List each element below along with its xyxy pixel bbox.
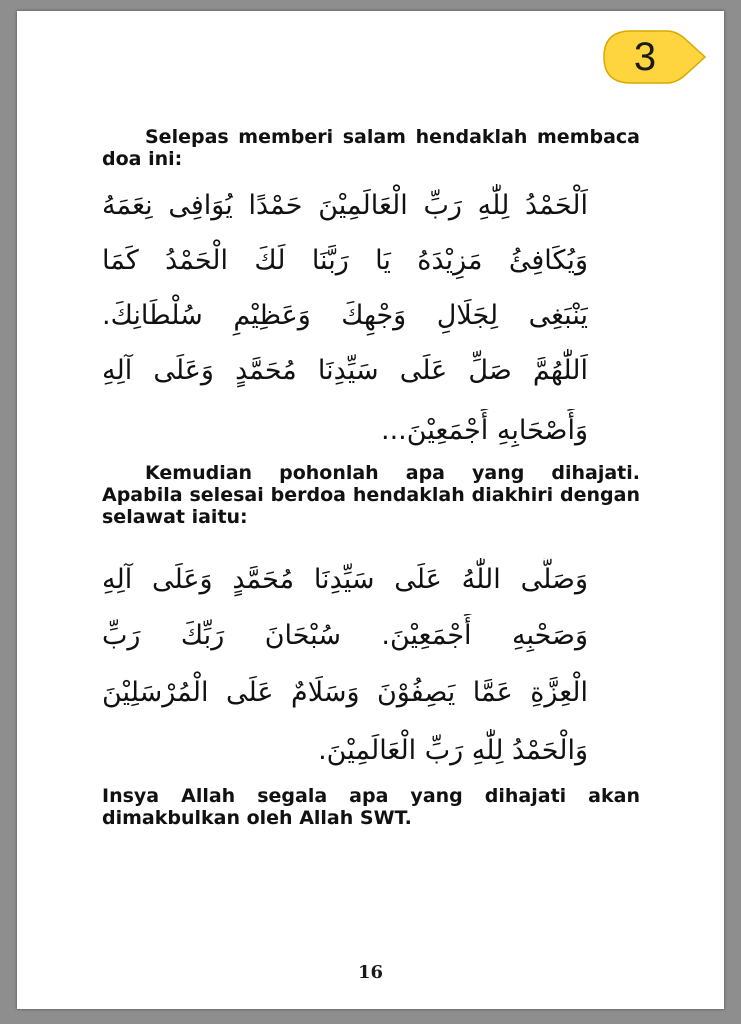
document-page — [17, 11, 724, 1009]
intro-paragraph: Selepas memberi salam hendaklah membaca doa ini: — [102, 126, 640, 170]
doa-line-4: اَللّٰهُمَّ صَلِّ عَلَى سَيِّدِنَا مُحَمَّدٍ وَعَلَى آلِهِ — [102, 355, 588, 386]
selawat-line-2: وَصَحْبِهِ أَجْمَعِيْنَ. سُبْحَانَ رَبِّكَ رَبِّ — [102, 620, 588, 651]
doa-line-2: وَيُكَافِئُ مَزِيْدَهُ يَا رَبَّنَا لَكَ الْحَمْدُ كَمَا — [102, 245, 588, 276]
selawat-line-1: وَصَلَّى اللّٰهُ عَلَى سَيِّدِنَا مُحَمَّدٍ وَعَلَى آلِهِ — [102, 564, 588, 595]
doa-line-3: يَنْبَغِى لِجَلَالِ وَجْهِكَ وَعَظِيْمِ سُلْطَانِكَ. — [102, 300, 588, 331]
doa-line-1: اَلْحَمْدُ لِلّٰهِ رَبِّ الْعَالَمِيْنَ حَمْدًا يُوَافِى نِعَمَهُ — [102, 190, 588, 221]
closing-paragraph: Insya Allah segala apa yang dihajati akan dimakbulkan oleh Allah SWT. — [102, 785, 640, 829]
chapter-badge — [601, 28, 709, 86]
instruction-paragraph: Kemudian pohonlah apa yang dihajati. Apabila selesai berdoa hendaklah diakhiri dengan selawat iaitu: — [102, 462, 640, 528]
doa-line-5: وَأَصْحَابِهِ أَجْمَعِيْنَ... — [381, 415, 588, 446]
selawat-line-4: وَالْحَمْدُ لِلّٰهِ رَبِّ الْعَالَمِيْنَ. — [318, 735, 588, 766]
selawat-line-3: الْعِزَّةِ عَمَّا يَصِفُوْنَ وَسَلَامٌ عَلَى الْمُرْسَلِيْنَ — [102, 677, 588, 708]
page-number: 16 — [357, 962, 384, 983]
chapter-number: 3 — [633, 35, 657, 79]
